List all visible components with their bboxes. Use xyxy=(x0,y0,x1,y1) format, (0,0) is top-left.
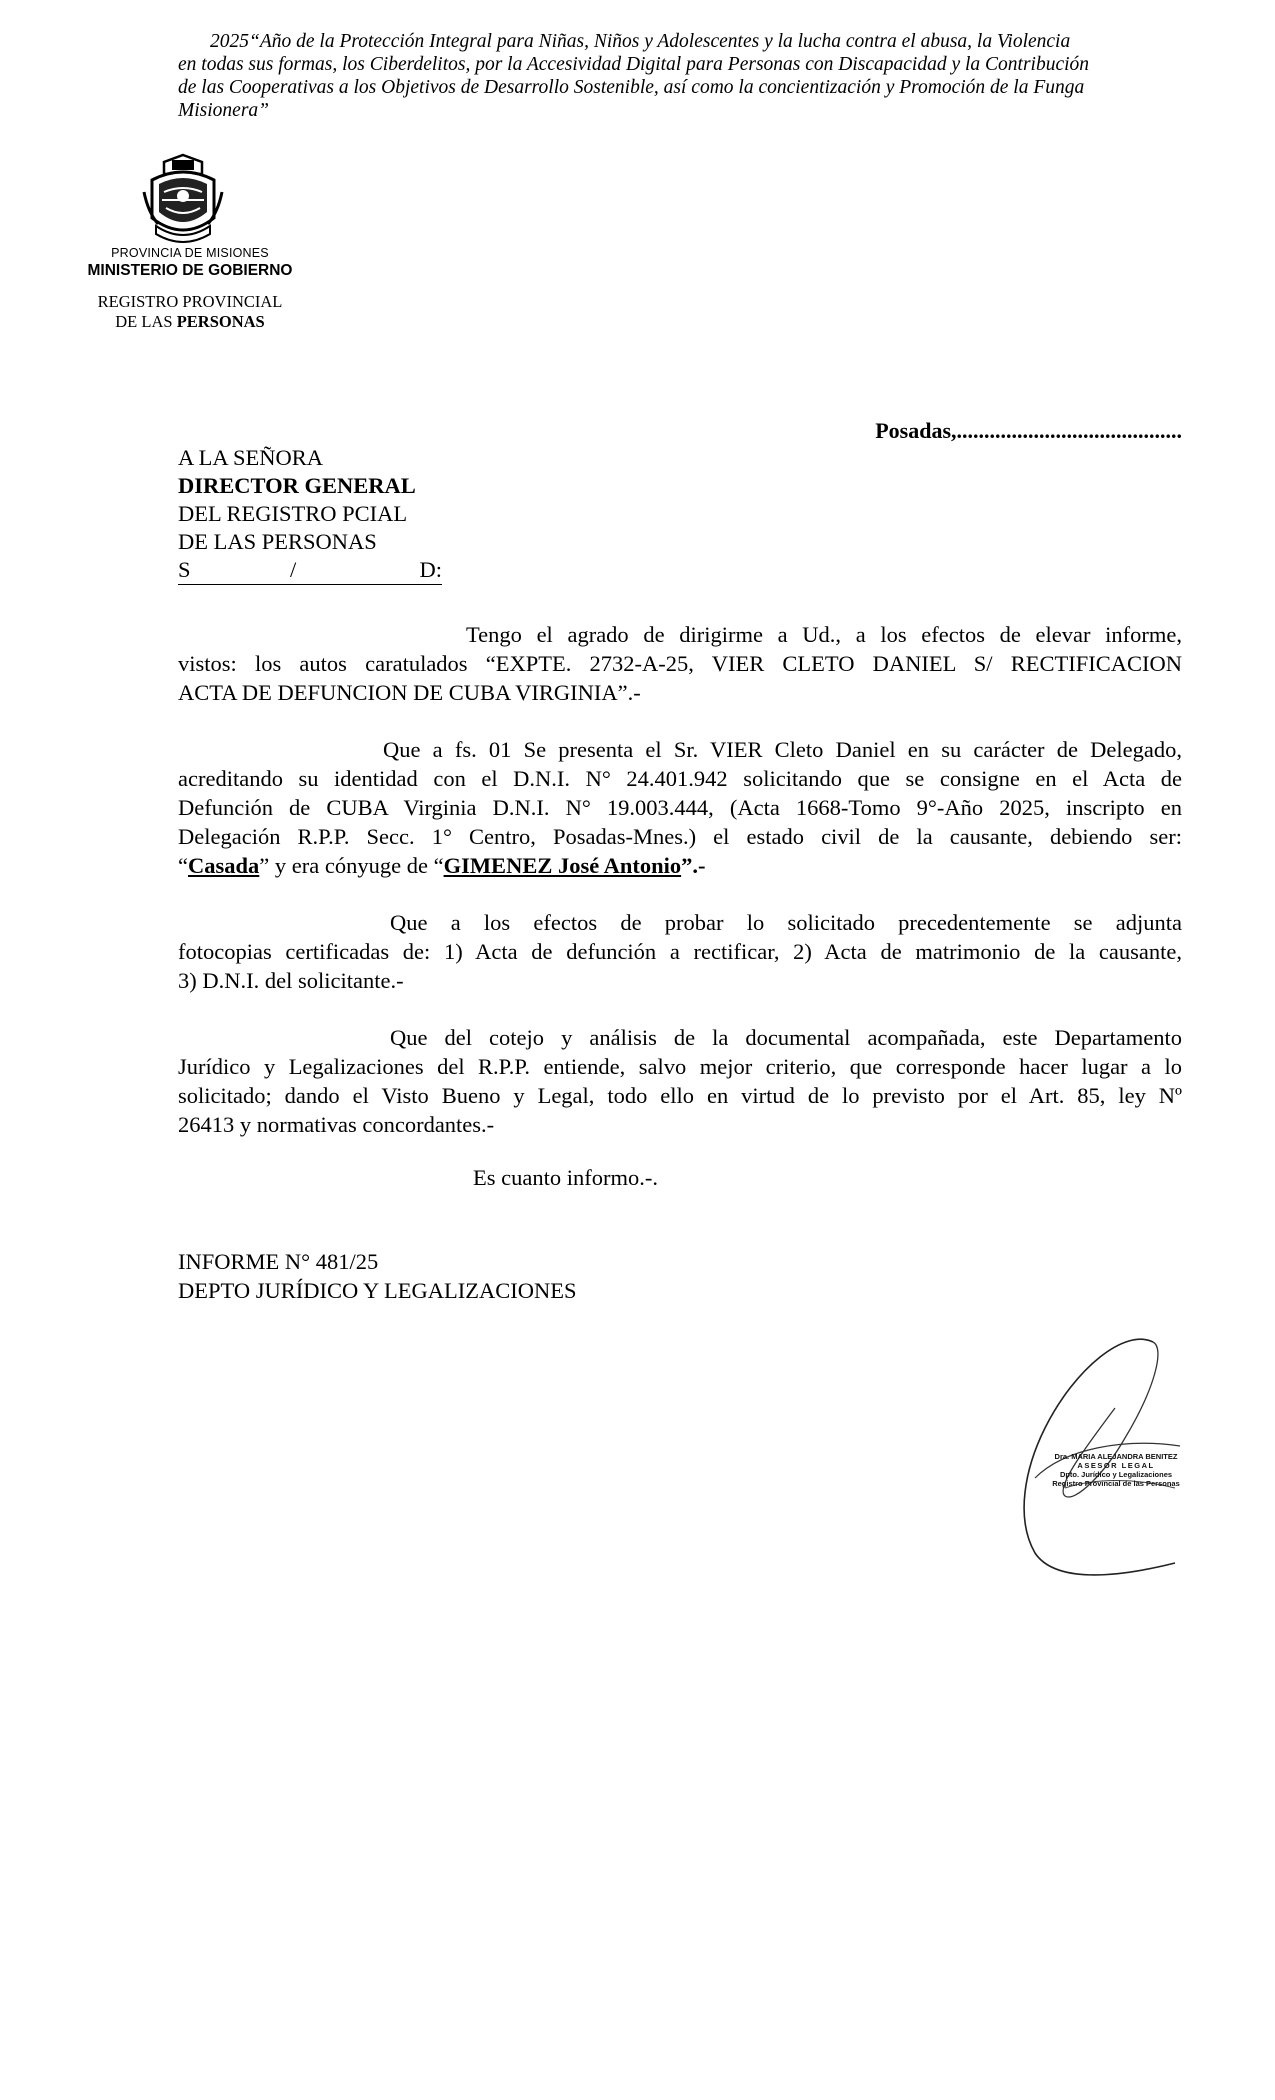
addressee-title: DIRECTOR GENERAL xyxy=(178,473,416,498)
stamp-line: Dpto. Jurídico y Legalizaciones xyxy=(1059,1470,1173,1479)
paragraph-line: Que a fs. 01 Se presenta el Sr. VIER Cleto Daniel en su carácter de Delegado, xyxy=(383,737,1182,762)
addressee-line: DE LAS PERSONAS xyxy=(178,529,377,554)
registry-bold: PERSONAS xyxy=(176,312,265,331)
sd-slash: / xyxy=(290,557,297,582)
paragraph-line: fotocopias certificadas de: 1) Acta de defunción a rectificar, 2) Acta de matrimonio de la causante, xyxy=(178,939,1182,964)
paragraph-line xyxy=(178,851,1182,880)
paragraph-attachments xyxy=(178,908,1182,995)
sd-line xyxy=(178,556,442,585)
paragraph-line: Delegación R.P.P. Secc. 1° Centro, Posadas-Mnes.) el estado civil de la causante, debiendo ser: xyxy=(178,824,1182,849)
paragraph-analysis xyxy=(178,1023,1182,1139)
motto-line: 2025“Año de la Protección Integral para Niñas, Niños y Adolescentes y la lucha contra el abusa, la Violencia xyxy=(210,31,1071,52)
place-date: Posadas,......................................... xyxy=(875,418,1182,443)
addressee-line: DEL REGISTRO PCIAL xyxy=(178,501,408,526)
year-motto xyxy=(178,30,1168,122)
signature-stamp xyxy=(1046,1452,1186,1488)
paragraph-line: 3) D.N.I. del solicitante.- xyxy=(178,968,404,993)
stamp-line: ASESOR LEGAL xyxy=(1077,1461,1155,1470)
ministry-name: MINISTERIO DE GOBIERNO xyxy=(87,262,293,279)
text-fragment: ” y era cónyuge de “ xyxy=(259,853,444,878)
stamp-line: Dra. MARIA ALEJANDRA BENITEZ xyxy=(1054,1452,1178,1461)
paragraph-presentation xyxy=(178,735,1182,880)
addressee-block xyxy=(178,444,442,585)
sd-d: D: xyxy=(419,557,442,582)
registry-prefix: DE LAS xyxy=(115,312,173,331)
closing-line: Es cuanto informo.-. xyxy=(473,1165,658,1190)
paragraph-line: Defunción de CUBA Virginia D.N.I. N° 19.003.444, (Acta 1668-Tomo 9°-Año 2025, inscripto en xyxy=(178,795,1182,820)
paragraph-line: 26413 y normativas concordantes.- xyxy=(178,1112,495,1137)
civil-status: Casada xyxy=(188,853,260,878)
motto-line: Misionera” xyxy=(178,100,270,121)
paragraph-line: Tengo el agrado de dirigirme a Ud., a los efectos de elevar informe, xyxy=(466,622,1182,647)
paragraph-line: ACTA DE DEFUNCION DE CUBA VIRGINIA”.- xyxy=(178,680,641,705)
sd-s: S xyxy=(178,557,191,582)
paragraph-line: Que del cotejo y análisis de la documental acompañada, este Departamento xyxy=(390,1025,1182,1050)
text-end: ”.- xyxy=(681,853,706,878)
quote: “ xyxy=(178,853,188,878)
report-number: INFORME N° 481/25 xyxy=(178,1249,379,1274)
stamp-line: Registro Provincial de las Personas xyxy=(1052,1479,1180,1488)
paragraph-line: vistos: los autos caratulados “EXPTE. 2732-A-25, VIER CLETO DANIEL S/ RECTIFICACION xyxy=(178,651,1182,676)
province-name: PROVINCIA DE MISIONES xyxy=(111,246,269,260)
spouse-name: GIMENEZ José Antonio xyxy=(443,853,682,878)
paragraph-line: Que a los efectos de probar lo solicitado precedentemente se adjunta xyxy=(390,910,1182,935)
addressee-line: A LA SEÑORA xyxy=(178,445,324,470)
paragraph-line: solicitado; dando el Visto Bueno y Legal, todo ello en virtud de lo previsto por el Art. 85, ley Nº xyxy=(178,1083,1182,1108)
paragraph-line: acreditando su identidad con el D.N.I. N° 24.401.942 solicitando que se consigne en el Acta de xyxy=(178,766,1182,791)
paragraph-line: Jurídico y Legalizaciones del R.P.P. entiende, salvo mejor criterio, que corresponde hacer lugar a lo xyxy=(178,1054,1182,1079)
motto-line: en todas sus formas, los Ciberdelitos, por la Accesividad Digital para Personas con Discapacidad y la Contribución xyxy=(178,54,1090,75)
paragraph-intro xyxy=(178,620,1182,707)
registry-name-line2 xyxy=(80,312,300,332)
provincial-coat-of-arms-icon xyxy=(142,152,224,246)
motto-line: de las Cooperativas a los Objetivos de Desarrollo Sostenible, así como la concientización y Promoción de la Funga xyxy=(178,77,1085,98)
report-department: DEPTO JURÍDICO Y LEGALIZACIONES xyxy=(178,1278,577,1303)
registry-name-line1: REGISTRO PROVINCIAL xyxy=(97,292,283,311)
